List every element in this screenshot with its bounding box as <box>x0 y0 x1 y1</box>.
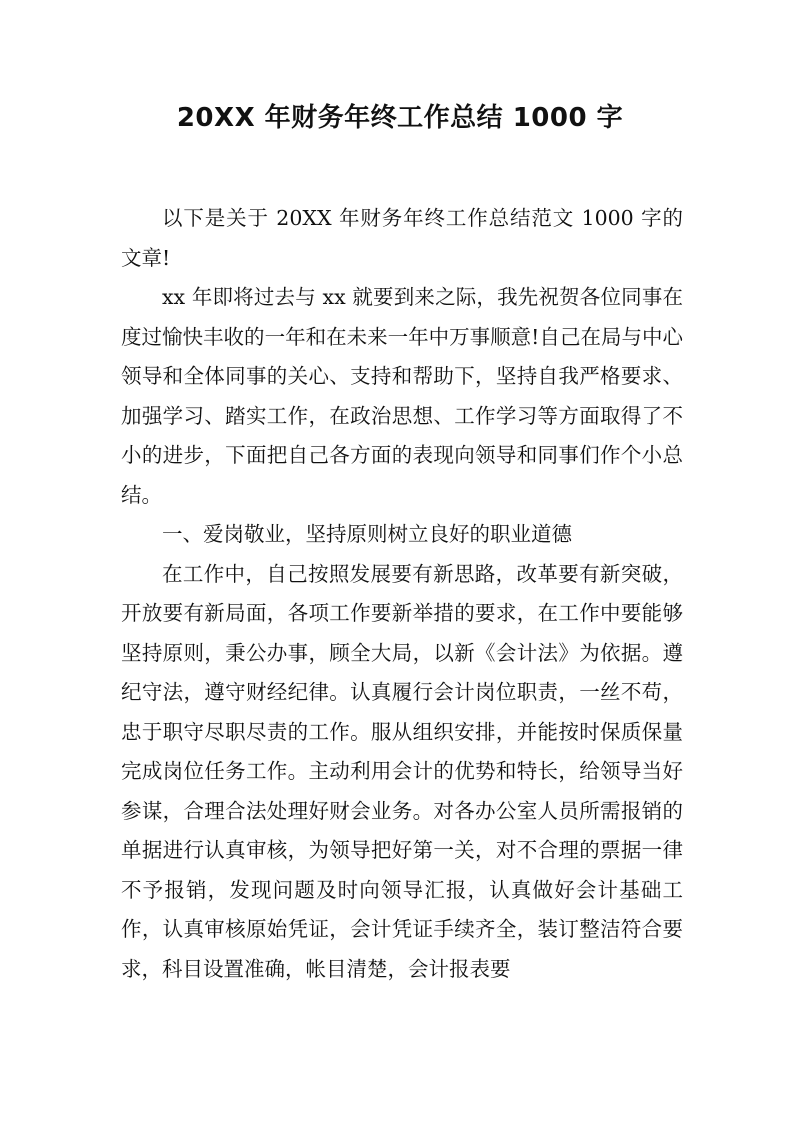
intro-paragraph: 以下是关于 20XX 年财务年终工作总结范文 1000 字的文章! <box>121 206 683 270</box>
document-title: 20XX 年财务年终工作总结 1000 字 <box>176 103 624 133</box>
section-heading: 一、爱岗敬业，坚持原则树立良好的职业道德 <box>162 522 572 546</box>
section-paragraph: 在工作中，自己按照发展要有新思路，改革要有新突破，开放要有新局面，各项工作要新举措的要求，在工作中要能够坚持原则，秉公办事，顾全大局，以新《会计法》为依据。遵纪守法，遵守财经纪律。认真履行会计岗位职责，一丝不苟，忠于职守尽职尽责的工作。服从组织安排，并能按时保质保量完成岗位任务工作。主动利用会计的优势和特长，给领导当好参谋，合理合法处理好财会业务。对各办公室人员所需报销的单据进行认真审核，为领导把好第一关，对不合理的票据一律不予报销，发现问题及时向领导汇报，认真做好会计基础工作，认真审核原始凭证，会计凭证手续齐全，装订整洁符合要求，科目设置准确，帐目清楚，会计报表要 <box>121 561 683 981</box>
document-body <box>121 199 683 989</box>
greeting-paragraph: xx 年即将过去与 xx 就要到来之际，我先祝贺各位同事在度过愉快丰收的一年和在未来一年中万事顺意!自己在局与中心领导和全体同事的关心、支持和帮助下，坚持自我严格要求、加强学习、踏实工作，在政治思想、工作学习等方面取得了不小的进步，下面把自己各方面的表现向领导和同事们作个小总结。 <box>121 285 683 507</box>
